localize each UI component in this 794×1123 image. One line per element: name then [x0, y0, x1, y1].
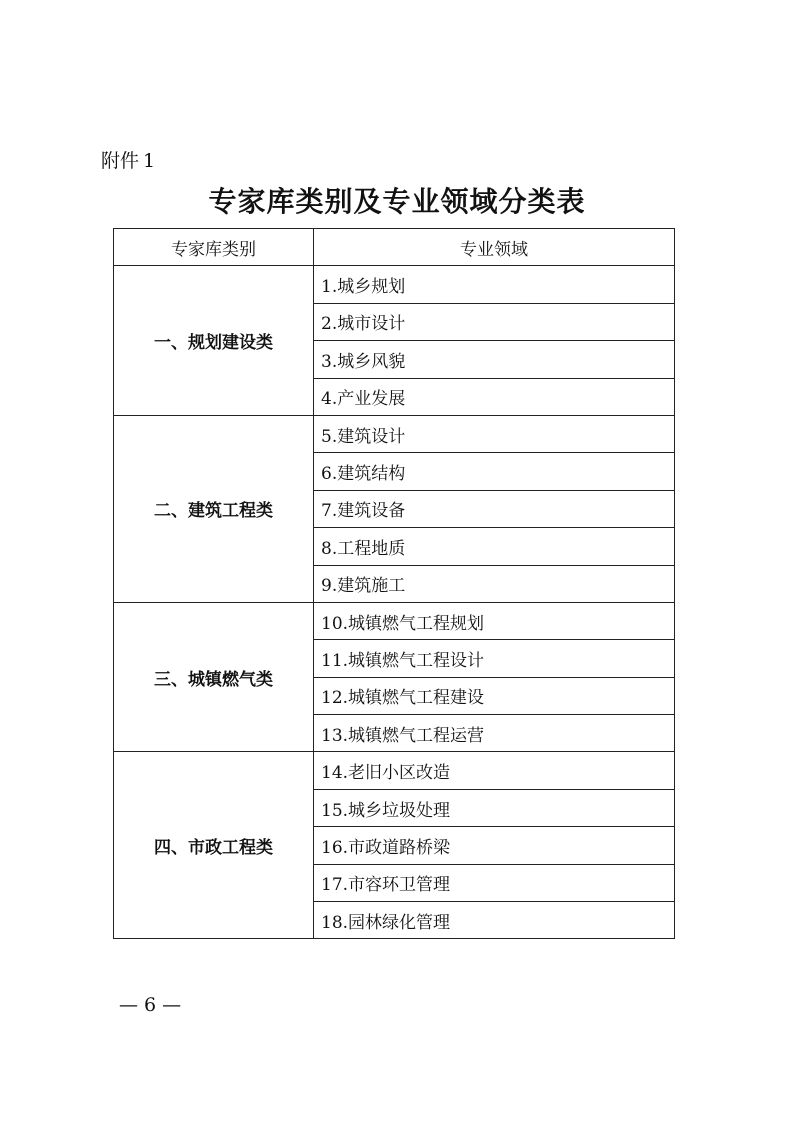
header-category: 专家库类别 [114, 229, 314, 266]
document-title: 专家库类别及专业领域分类表 [208, 185, 586, 218]
field-item: 15.城乡垃圾处理 [314, 789, 675, 826]
attachment-label [101, 148, 155, 174]
table-row [114, 602, 675, 639]
table-row [114, 415, 675, 452]
field-item: 12.城镇燃气工程建设 [314, 677, 675, 714]
field-item: 11.城镇燃气工程设计 [314, 640, 675, 677]
field-item: 6.建筑结构 [314, 453, 675, 490]
header-field: 专业领域 [314, 229, 675, 266]
field-item: 9.建筑施工 [314, 565, 675, 602]
field-item: 8.工程地质 [314, 528, 675, 565]
field-item: 18.园林绿化管理 [314, 902, 675, 939]
table-header-row [114, 229, 675, 266]
category-table [113, 228, 675, 939]
field-item: 10.城镇燃气工程规划 [314, 602, 675, 639]
page-number: — 6 — [119, 994, 182, 1016]
field-item: 14.老旧小区改造 [314, 752, 675, 789]
field-item: 5.建筑设计 [314, 415, 675, 452]
category-building: 二、建筑工程类 [114, 415, 314, 602]
field-item: 2.城市设计 [314, 303, 675, 340]
category-gas: 三、城镇燃气类 [114, 602, 314, 752]
field-item: 4.产业发展 [314, 378, 675, 415]
table-row [114, 266, 675, 303]
field-item: 16.市政道路桥梁 [314, 827, 675, 864]
field-item: 13.城镇燃气工程运营 [314, 715, 675, 752]
category-planning: 一、规划建设类 [114, 266, 314, 416]
category-municipal: 四、市政工程类 [114, 752, 314, 939]
attachment-text: 附件 [101, 150, 140, 172]
field-item: 3.城乡风貌 [314, 341, 675, 378]
field-item: 17.市容环卫管理 [314, 864, 675, 901]
field-item: 7.建筑设备 [314, 490, 675, 527]
attachment-number: 1 [143, 150, 156, 172]
table-row [114, 752, 675, 789]
field-item: 1.城乡规划 [314, 266, 675, 303]
